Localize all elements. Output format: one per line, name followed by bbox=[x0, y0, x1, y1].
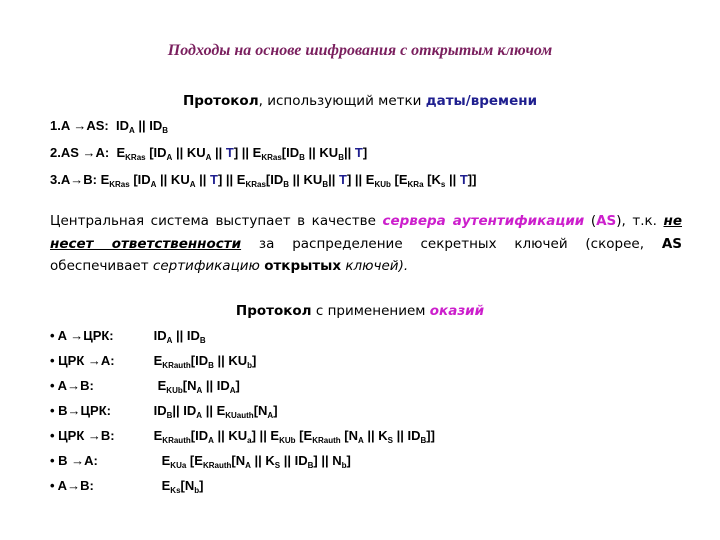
step-label: • B→ЦРК: bbox=[50, 403, 111, 418]
step-body: $E_{Ks}[N_b]$ bbox=[161, 478, 204, 495]
step-3 bbox=[50, 172, 476, 189]
slide-title: Подходы на основе шифрования с открытым ключом bbox=[167, 42, 553, 59]
step-label: 1.A →AS: bbox=[50, 118, 109, 133]
nonce-step-2 bbox=[50, 353, 256, 370]
step-label: • ЦРК →A: bbox=[50, 353, 115, 368]
step-label: • ЦРК →B: bbox=[50, 428, 115, 443]
step-body: $ID_B||$ $ID_A$ || $E_{KUauth}[N_A]$ bbox=[153, 403, 278, 420]
step-body: $E_{KRas}$ [$ID_A$ || $KU_A$ || T] || $E_{KRas}[ID_B$ || $KU_B||$ T] || $E_{KUb}$ [$E_{KRa}$ [$K_s$ || T]] bbox=[100, 172, 477, 189]
step-label: • A →ЦРК: bbox=[50, 328, 114, 343]
nonce-step-4 bbox=[50, 403, 278, 420]
heading-accent: даты/времени bbox=[425, 93, 538, 109]
step-body: $E_{KUb}[N_A$ || $ID_A$] bbox=[157, 378, 240, 395]
step-body: $E_{KRas}$ [$ID_A$ || $KU_A$ || T] || $E_{KRas}[ID_B$ || $KU_B||$ T] bbox=[116, 145, 368, 162]
nonce-step-1 bbox=[50, 328, 206, 345]
nonce-step-7 bbox=[50, 478, 203, 495]
para-text: ( bbox=[584, 213, 597, 229]
step-2 bbox=[50, 145, 367, 162]
step-label: • B →A: bbox=[50, 453, 98, 468]
heading-pre: Протокол bbox=[182, 93, 259, 109]
step-body: $E_{KRauth}[ID_B$ || $KU_b$] bbox=[153, 353, 257, 370]
step-body: $ID_A$ || $ID_B$ bbox=[153, 328, 206, 345]
para-accent-auth-server: сервера аутентификации bbox=[382, 213, 585, 229]
heading-pre: Протокол bbox=[235, 303, 312, 319]
nonce-step-5 bbox=[50, 428, 435, 445]
heading-accent: оказий bbox=[429, 303, 485, 319]
step-label: • A→B: bbox=[50, 478, 94, 493]
protocol-heading-timestamps bbox=[0, 93, 720, 109]
step-label: 3.A→B: bbox=[50, 172, 97, 187]
step-body: $E_{KRauth}[ID_A$ || $KU_a$] || $E_{KUb}$ [$E_{KRauth}$ [$N_A$ || $K_S$ || $ID_B$]] bbox=[153, 428, 435, 445]
heading-mid: с применением bbox=[311, 303, 430, 319]
para-text: ), т.к. bbox=[616, 213, 664, 229]
para-underlined: не несет ответственности bbox=[50, 213, 682, 252]
step-body: $E_{KUa}$ [$E_{KRauth}[N_A$ || $K_S$ || $ID_B$] || $N_b$] bbox=[161, 453, 351, 470]
para-as-bold: AS bbox=[661, 235, 682, 252]
para-italic-end: ключей). bbox=[341, 258, 409, 274]
step-label: 2.AS →A: bbox=[50, 145, 110, 160]
step-body: $ID_A$ || $ID_B$ bbox=[115, 118, 169, 135]
step-label: • A→B: bbox=[50, 378, 94, 393]
para-text: за распределение секретных ключей (скорее, bbox=[241, 235, 662, 252]
protocol-heading-nonces bbox=[0, 303, 720, 319]
nonce-step-6 bbox=[50, 453, 351, 470]
heading-mid: , использующий метки bbox=[258, 93, 426, 109]
nonce-step-3 bbox=[50, 378, 240, 395]
para-text: обеспечивает bbox=[50, 258, 153, 274]
step-1 bbox=[50, 118, 168, 135]
para-italic: сертификацию bbox=[152, 258, 260, 274]
para-bold: открытых bbox=[264, 258, 342, 274]
explanation-paragraph bbox=[50, 210, 682, 278]
para-as: AS bbox=[596, 213, 617, 229]
para-text: Центральная система выступает в качестве bbox=[50, 213, 383, 229]
